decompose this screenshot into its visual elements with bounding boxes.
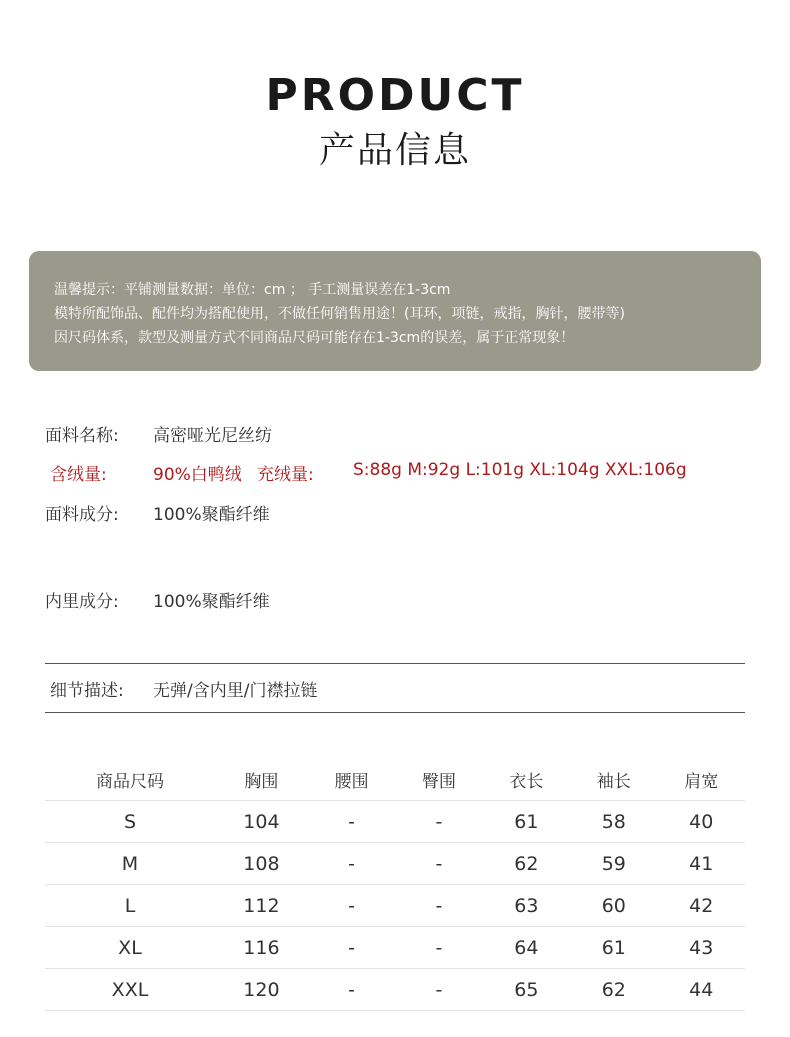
table-cell: 41 xyxy=(658,843,746,885)
table-cell: 63 xyxy=(483,885,570,927)
table-cell: 116 xyxy=(215,927,308,969)
header-cell: 胸围 xyxy=(215,758,308,801)
table-cell: S xyxy=(45,801,215,843)
fill-weight-label: 充绒量: xyxy=(257,465,314,485)
table-row xyxy=(45,801,745,843)
table-cell: L xyxy=(45,885,215,927)
table-cell: 40 xyxy=(658,801,746,843)
fabric-composition-label: 面料成分: xyxy=(45,505,119,525)
header-cell: 臀围 xyxy=(395,758,482,801)
table-cell: - xyxy=(308,969,395,1011)
header-cell: 肩宽 xyxy=(658,758,746,801)
lining-composition-label: 内里成分: xyxy=(45,592,119,612)
table-cell: 61 xyxy=(570,927,657,969)
divider-top xyxy=(45,663,745,664)
table-cell: M xyxy=(45,843,215,885)
table-cell: - xyxy=(308,843,395,885)
table-cell: 64 xyxy=(483,927,570,969)
table-cell: 61 xyxy=(483,801,570,843)
table-cell: - xyxy=(395,927,482,969)
table-row xyxy=(45,885,745,927)
notice-line: 因尺码体系，款型及测量方式不同商品尺码可能存在1-3cm的误差，属于正常现象！ xyxy=(54,330,575,346)
table-cell: 65 xyxy=(483,969,570,1011)
table-cell: 104 xyxy=(215,801,308,843)
table-cell: 44 xyxy=(658,969,746,1011)
down-content-value: 90%白鸭绒 xyxy=(153,465,242,485)
size-table-header xyxy=(45,758,745,801)
detail-label: 细节描述: xyxy=(50,681,124,701)
lining-composition-value: 100%聚酯纤维 xyxy=(153,592,270,612)
table-cell: 60 xyxy=(570,885,657,927)
table-cell: 42 xyxy=(658,885,746,927)
down-content-label: 含绒量: xyxy=(50,465,107,485)
fill-weight-value: S:88g M:92g L:101g XL:104g XXL:106g xyxy=(353,460,687,480)
table-cell: - xyxy=(308,927,395,969)
table-cell: XL xyxy=(45,927,215,969)
table-cell: - xyxy=(308,801,395,843)
table-cell: - xyxy=(395,969,482,1011)
table-cell: 62 xyxy=(483,843,570,885)
header-cell: 商品尺码 xyxy=(45,758,215,801)
table-cell: 112 xyxy=(215,885,308,927)
page-title-en: PRODUCT xyxy=(265,70,525,121)
size-table xyxy=(45,758,745,1011)
table-cell: 62 xyxy=(570,969,657,1011)
table-row xyxy=(45,927,745,969)
header-cell: 衣长 xyxy=(483,758,570,801)
fabric-composition-value: 100%聚酯纤维 xyxy=(153,505,270,525)
header-cell: 腰围 xyxy=(308,758,395,801)
table-row xyxy=(45,843,745,885)
table-cell: 120 xyxy=(215,969,308,1011)
detail-value: 无弹/含内里/门襟拉链 xyxy=(153,681,318,701)
table-cell: 58 xyxy=(570,801,657,843)
table-cell: XXL xyxy=(45,969,215,1011)
table-cell: - xyxy=(308,885,395,927)
page-title-cn: 产品信息 xyxy=(318,130,471,171)
header-cell: 袖长 xyxy=(570,758,657,801)
notice-box xyxy=(29,251,761,371)
table-row xyxy=(45,969,745,1011)
table-cell: 108 xyxy=(215,843,308,885)
notice-line: 模特所配饰品、配件均为搭配使用，不做任何销售用途！(耳环，项链，戒指，胸针，腰带等) xyxy=(54,306,625,322)
fabric-name-value: 高密哑光尼丝纺 xyxy=(153,426,272,446)
fabric-name-label: 面料名称: xyxy=(45,426,119,446)
notice-line: 温馨提示：平铺测量数据：单位：cm ； 手工测量误差在1-3cm xyxy=(54,282,451,298)
table-cell: - xyxy=(395,801,482,843)
table-cell: 59 xyxy=(570,843,657,885)
table-cell: - xyxy=(395,885,482,927)
divider-bottom xyxy=(45,712,745,713)
table-cell: - xyxy=(395,843,482,885)
table-cell: 43 xyxy=(658,927,746,969)
